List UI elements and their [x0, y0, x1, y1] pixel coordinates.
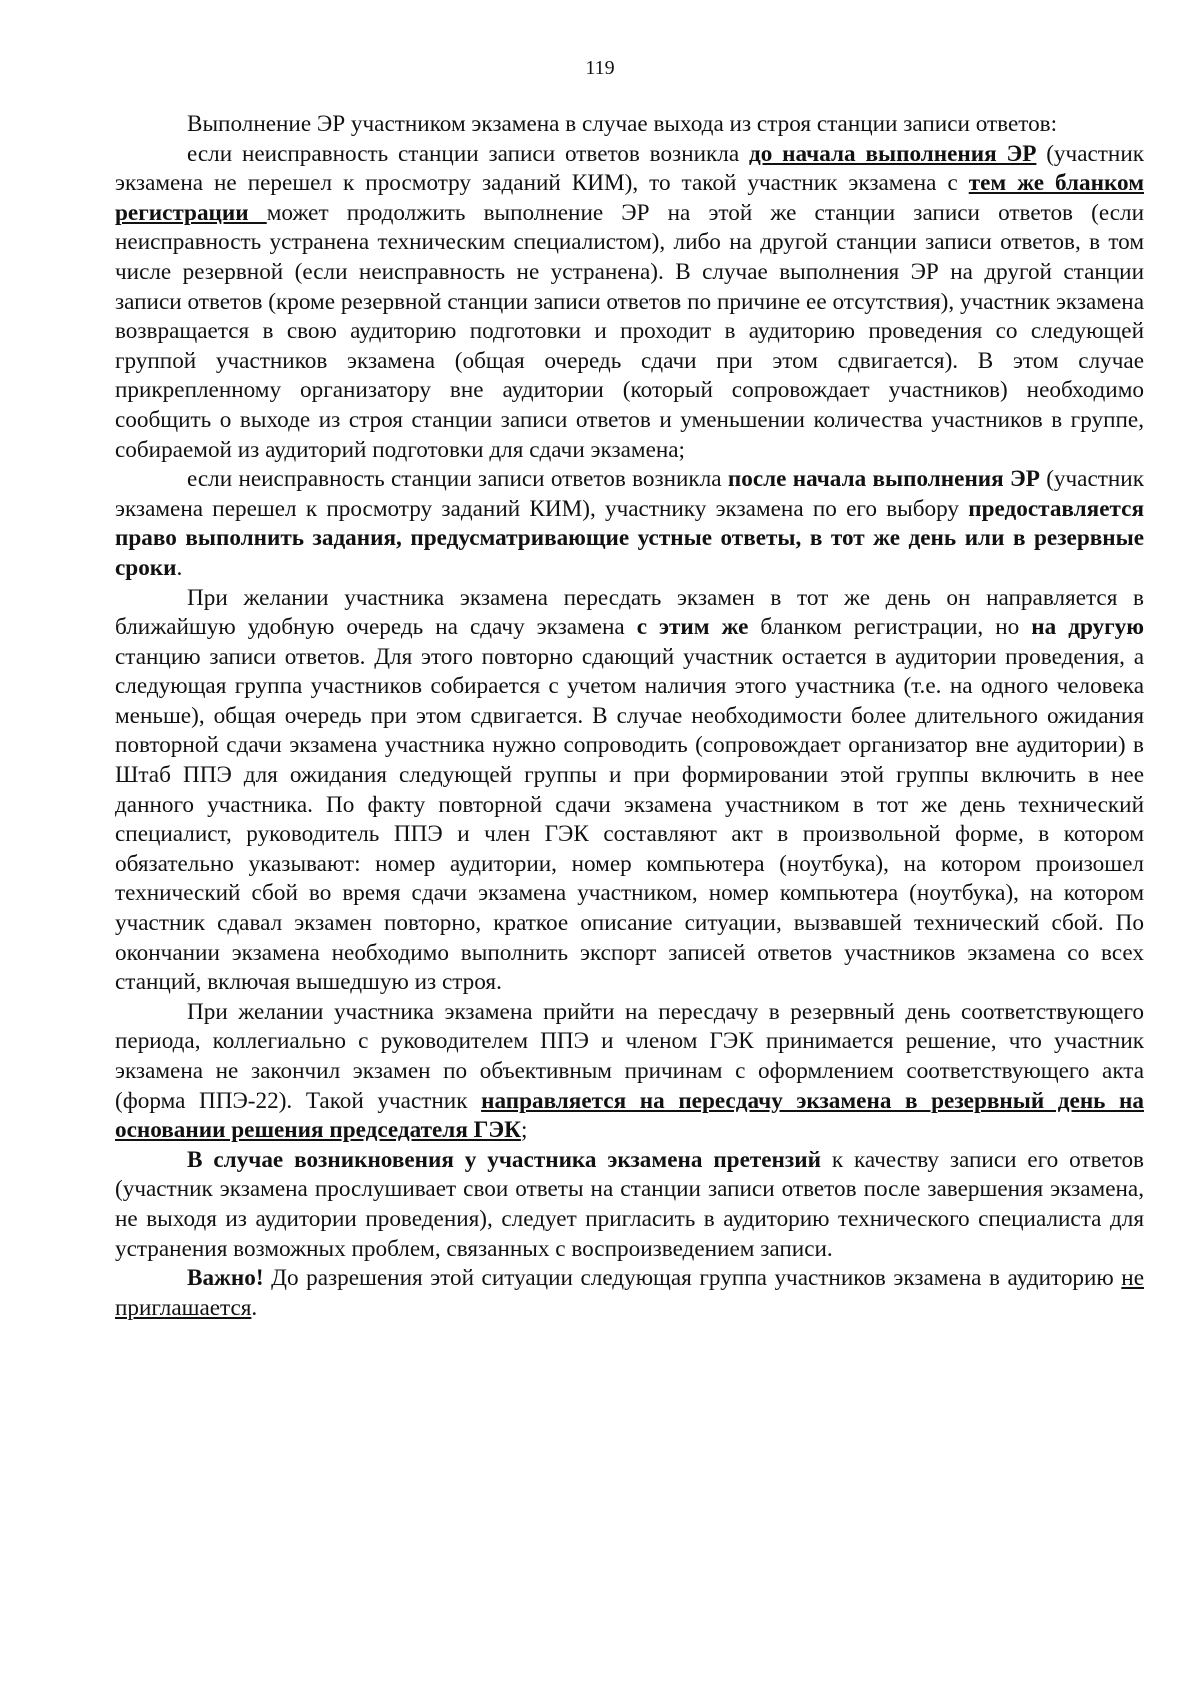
text-run: если неисправность станции записи ответов возникла [187, 140, 749, 167]
text-run: . [176, 554, 183, 581]
text-run: станцию записи ответов. Для этого повторно сдающий участник остается в аудитории проведения, а следующая группа участников собирается с учетом наличия этого участника (т.е. на одного человека меньше), общая очередь при этом сдвигается. В случае необходимости более длительного ожидания повторной сдачи экзамена участника нужно сопроводить (сопровождает организатор вне аудитории) в Штаб ППЭ для ожидания следующей группы и при формировании этой группы включить в нее данного участника. По факту повторной сдачи экзамена участником в тот же день технический специалист, руководитель ППЭ и член ГЭК составляют акт в произвольной форме, в котором обязательно указывают: номер аудитории, номер компьютера (ноутбука), на котором произошел технический сбой во время сдачи экзамена участником, номер компьютера (ноутбука), на котором участник сдавал экзамен повторно, краткое описание ситуации, вызвавшей технический сбой. По окончании экзамена необходимо выполнить экспорт записей ответов участников экзамена со всех станций, включая вышедшую из строя. [115, 643, 1144, 996]
paragraph-recording-complaints [115, 1146, 1144, 1264]
text-run: если неисправность станции записи ответов возникла [187, 466, 728, 493]
paragraph-important-note [115, 1264, 1144, 1323]
paragraph-er-station-failure-intro [115, 110, 1144, 140]
text-run: ; [520, 1117, 528, 1144]
text-run: До разрешения этой ситуации следующая группа участников экзамена в аудиторию [263, 1265, 1122, 1292]
bold-text: направляется на пересдачу экзамена в резервный день на основании решения председателя ГЭК [115, 1087, 1145, 1144]
paragraph-failure-before-start [115, 140, 1144, 466]
text-run: Выполнение ЭР участником экзамена в случае выхода из строя станции записи ответов: [187, 111, 1058, 137]
bold-text: до начала выполнения ЭР [749, 140, 1037, 167]
text-run: к качеству записи его ответов (участник экзамена прослушивает свои ответы на станции записи ответов после завершения экзамена, не выходя из аудитории проведения), следует пригласить в аудиторию технического специалиста для устранения возможных проблем, связанных с воспроизведением записи. [115, 1146, 1144, 1262]
text-run: . [251, 1294, 258, 1321]
bold-text: предоставляется право выполнить задания, предусматривающие устные ответы, в тот же день или в резервные сроки [115, 495, 1144, 581]
text-run: (участник экзамена не перешел к просмотру заданий КИМ), то такой участник экзамена с [115, 140, 1144, 197]
bold-text: на другую [1031, 614, 1144, 641]
underlined-text: приглашается [115, 1294, 252, 1321]
paragraph-failure-after-start [115, 465, 1144, 583]
bold-text: тем же бланком регистрации [115, 170, 1144, 226]
bold-text: Важно! [187, 1265, 264, 1292]
bold-text: В случае возникновения у участника экзамена претензий [187, 1146, 821, 1173]
text-run: бланком регистрации, но [748, 614, 1032, 641]
paragraph-reserve-day-retake [115, 998, 1144, 1146]
text-run: При желании участника экзамена прийти на пересдачу в резервный день соответствующего периода, коллегиально с руководителем ППЭ и членом ГЭК принимается решение, что участник экзамена не закончил экзамен по объективным причинам с оформлением соответствующего акта (форма ППЭ-22). Такой участник [115, 998, 1144, 1114]
text-run: При желании участника экзамена пересдать экзамен в тот же день он направляется в ближайшую удобную очередь на сдачу экзамена [115, 584, 1144, 641]
paragraph-same-day-retake [115, 584, 1144, 998]
document-body [115, 110, 1144, 1323]
text-run: (участник экзамена перешел к просмотру заданий КИМ), участнику экзамена по его выбору [115, 466, 1144, 522]
page-number: 119 [585, 57, 615, 79]
bold-text: после начала выполнения ЭР [727, 466, 1040, 493]
underlined-text [749, 141, 1036, 167]
bold-text: с этим же [636, 614, 749, 641]
text-run: может продолжить выполнение ЭР на этой же станции записи ответов (если неисправность устранена техническим специалистом), либо на другой станции записи ответов, в том числе резервной (если неисправность не устранена). В случае выполнения ЭР на другой станции записи ответов (кроме резервной станции записи ответов по причине ее отсутствия), участник экзамена возвращается в свою аудиторию подготовки и проходит в аудиторию проведения со следующей группой участников экзамена (общая очередь сдачи при этом сдвигается). В этом случае прикрепленному организатору вне аудитории (который сопровождает участников) необходимо сообщить о выходе из строя станции записи ответов и уменьшении количества участников в группе, собираемой из аудиторий подготовки для сдачи экзамена; [115, 199, 1144, 463]
underlined-text: не [1121, 1265, 1144, 1292]
